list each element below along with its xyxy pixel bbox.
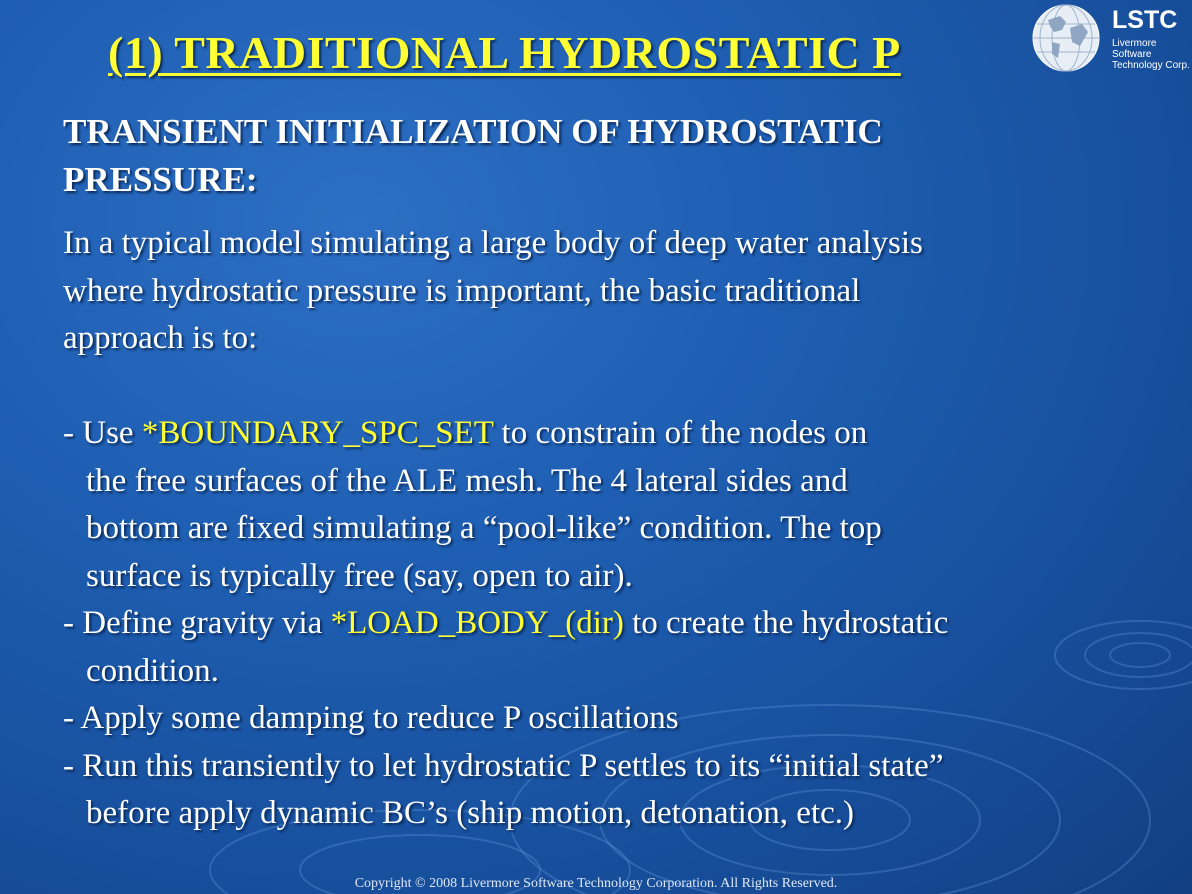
bullet-2-prefix: - Define gravity via: [63, 605, 331, 641]
logo-subtext: Livermore Software Technology Corp.: [1112, 38, 1190, 71]
intro-line-1: In a typical model simulating a large body of deep water analysis: [63, 225, 923, 261]
bullet-2-suffix: to create the hydrostatic: [623, 605, 949, 641]
bullet-1-prefix: - Use: [63, 415, 142, 451]
bullet-4-line-1: - Run this transiently to let hydrostatic P settles to its “initial state”: [63, 747, 944, 784]
bullet-1-suffix: to constrain of the nodes on: [493, 415, 868, 451]
bullet-1-line-3: bottom are fixed simulating a “pool-like” condition. The top: [86, 510, 882, 546]
intro-line-2: where hydrostatic pressure is important, the basic traditional: [63, 272, 861, 309]
boundary-spc-set-keyword: *BOUNDARY_SPC_SET: [141, 415, 494, 451]
blank-line: [63, 363, 1173, 411]
intro-line-3: approach is to:: [63, 320, 258, 356]
copyright-footer: Copyright © 2008 Livermore Software Technology Corporation. All Rights Reserved.: [354, 876, 838, 891]
bullet-4-line-2: before apply dynamic BC’s (ship motion, detonation, etc.): [86, 795, 855, 831]
slide-subtitle: TRANSIENT INITIALIZATION OF HYDROSTATIC PRESSURE:: [63, 112, 883, 199]
bullet-2-line-1: [63, 600, 1173, 648]
slide-title: (1) TRADITIONAL HYDROSTATIC P: [108, 27, 901, 78]
bullet-1-line-2: the free surfaces of the ALE mesh. The 4 lateral sides and: [86, 462, 848, 499]
bullet-2-line-2: condition.: [86, 652, 219, 689]
bullet-3: - Apply some damping to reduce P oscillations: [63, 700, 679, 736]
load-body-keyword: *LOAD_BODY_(dir): [330, 605, 624, 641]
logo-name: LSTC: [1112, 6, 1178, 34]
bullet-1-line-4: surface is typically free (say, open to air).: [86, 557, 633, 594]
slide-body: [63, 220, 1173, 838]
bullet-1-line-1: [63, 410, 1173, 458]
